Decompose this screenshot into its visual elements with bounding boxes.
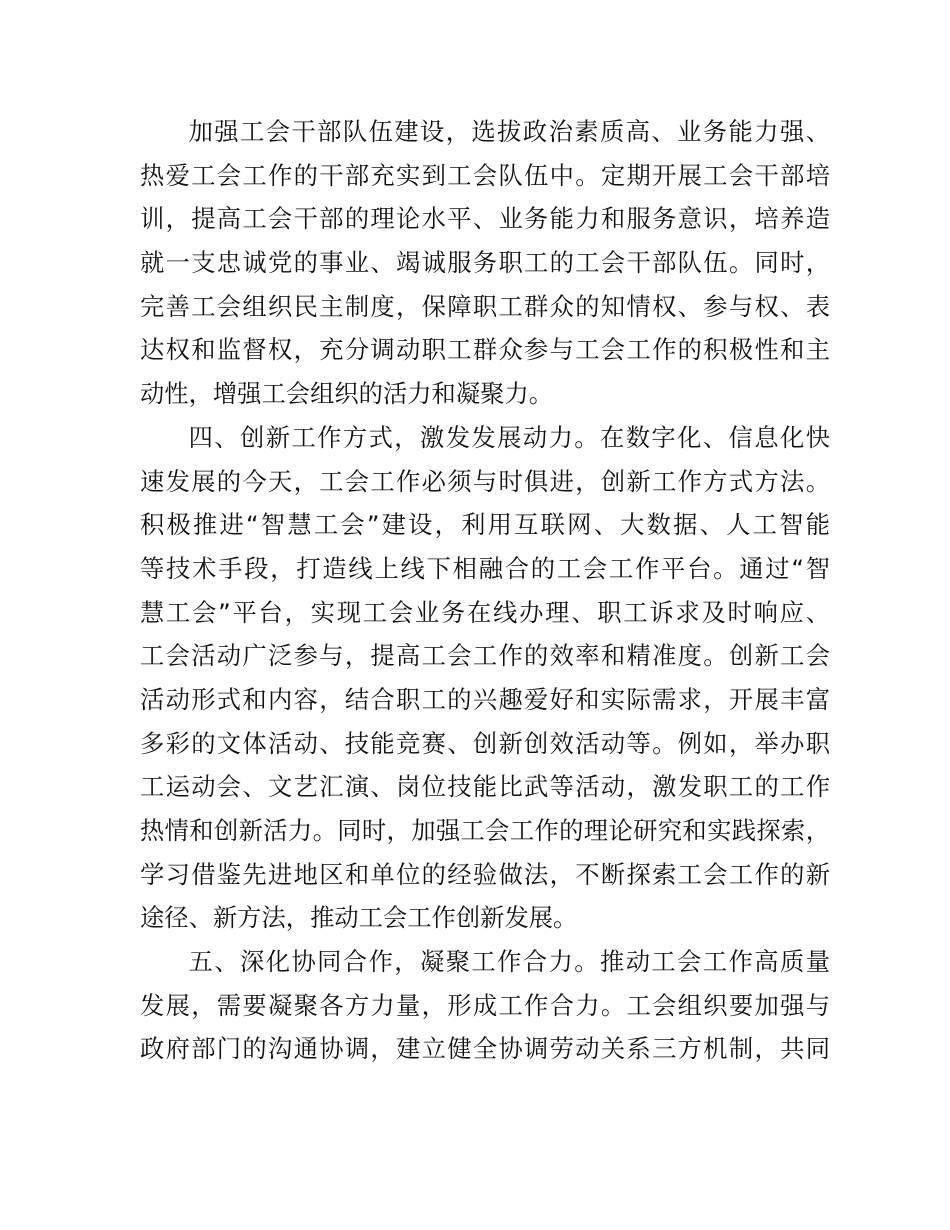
text-line: 等技术手段，打造线上线下相融合的工会工作平台。通过“智 bbox=[140, 553, 830, 583]
text-line: 活动形式和内容，结合职工的兴趣爱好和实际需求，开展丰富 bbox=[140, 684, 830, 714]
paragraph-collaboration bbox=[140, 940, 830, 1071]
text-line: 训，提高工会干部的理论水平、业务能力和服务意识，培养造 bbox=[140, 204, 830, 234]
paragraph-innovate-methods bbox=[140, 416, 830, 940]
text-line: 完善工会组织民主制度，保障职工群众的知情权、参与权、表 bbox=[140, 291, 830, 321]
paragraph-cadre-team bbox=[140, 110, 830, 416]
text-line: 热爱工会工作的干部充实到工会队伍中。定期开展工会干部培 bbox=[140, 160, 830, 190]
text-line: 热情和创新活力。同时，加强工会工作的理论研究和实践探索， bbox=[140, 816, 830, 845]
text-line: 四、创新工作方式，激发发展动力。在数字化、信息化快 bbox=[188, 422, 830, 452]
text-line: 政府部门的沟通协调，建立健全协调劳动关系三方机制，共同 bbox=[140, 1034, 830, 1064]
text-line: 途径、新方法，推动工会工作创新发展。 bbox=[140, 903, 578, 933]
text-line: 就一支忠诚党的事业、竭诚服务职工的工会干部队伍。同时， bbox=[140, 248, 830, 278]
text-line: 达权和监督权，充分调动职工群众参与工会工作的积极性和主 bbox=[140, 335, 830, 365]
text-line: 速发展的今天，工会工作必须与时俱进，创新工作方式方法。 bbox=[140, 466, 830, 496]
text-line: 工运动会、文艺汇演、岗位技能比武等活动，激发职工的工作 bbox=[140, 772, 830, 802]
text-line: 发展，需要凝聚各方力量，形成工作合力。工会组织要加强与 bbox=[140, 990, 830, 1020]
text-line: 工会活动广泛参与，提高工会工作的效率和精准度。创新工会 bbox=[140, 641, 830, 671]
text-line: 五、深化协同合作，凝聚工作合力。推动工会工作高质量 bbox=[188, 947, 830, 977]
text-line: 积极推进“智慧工会”建设，利用互联网、大数据、人工智能 bbox=[140, 510, 830, 540]
text-line: 学习借鉴先进地区和单位的经验做法，不断探索工会工作的新 bbox=[140, 859, 830, 889]
text-line: 多彩的文体活动、技能竞赛、创新创效活动等。例如，举办职 bbox=[140, 728, 830, 758]
document-body bbox=[140, 110, 830, 1071]
text-line: 动性，增强工会组织的活力和凝聚力。 bbox=[140, 379, 554, 409]
text-line: 慧工会”平台，实现工会业务在线办理、职工诉求及时响应、 bbox=[140, 597, 830, 627]
text-line: 加强工会干部队伍建设，选拔政治素质高、业务能力强、 bbox=[188, 117, 830, 146]
